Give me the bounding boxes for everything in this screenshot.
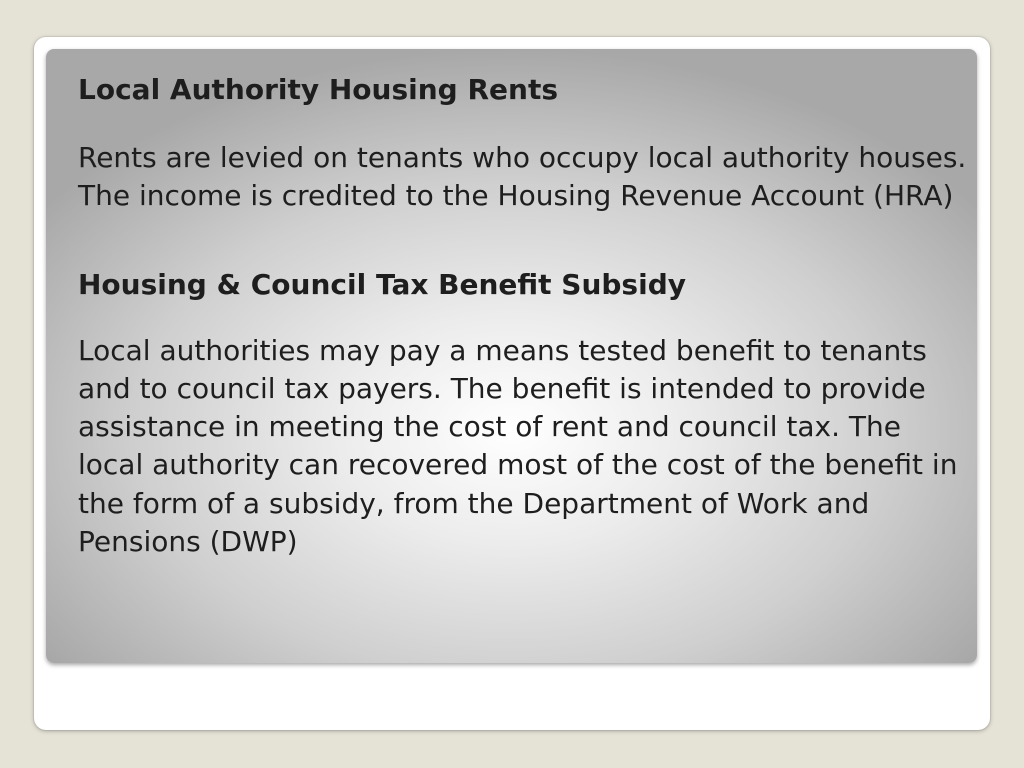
content-panel (46, 49, 977, 663)
section-heading-housing-rents: Local Authority Housing Rents (78, 73, 558, 106)
section-heading-benefit-subsidy: Housing & Council Tax Benefit Subsidy (78, 267, 686, 301)
section-body-benefit-subsidy: Local authorities may pay a means tested benefit to tenants and to council tax payers. The benefit is intended to provide assistance in meeting the cost of rent and council tax. The local authority can recovered most of the cost of the benefit in the form of a subsidy, from the Department of Work and Pensions (DWP) (78, 333, 958, 559)
text-block (78, 71, 968, 561)
section-body-housing-rents: Rents are levied on tenants who occupy local authority houses. The income is credited to the Housing Revenue Account (HRA) (78, 141, 967, 213)
